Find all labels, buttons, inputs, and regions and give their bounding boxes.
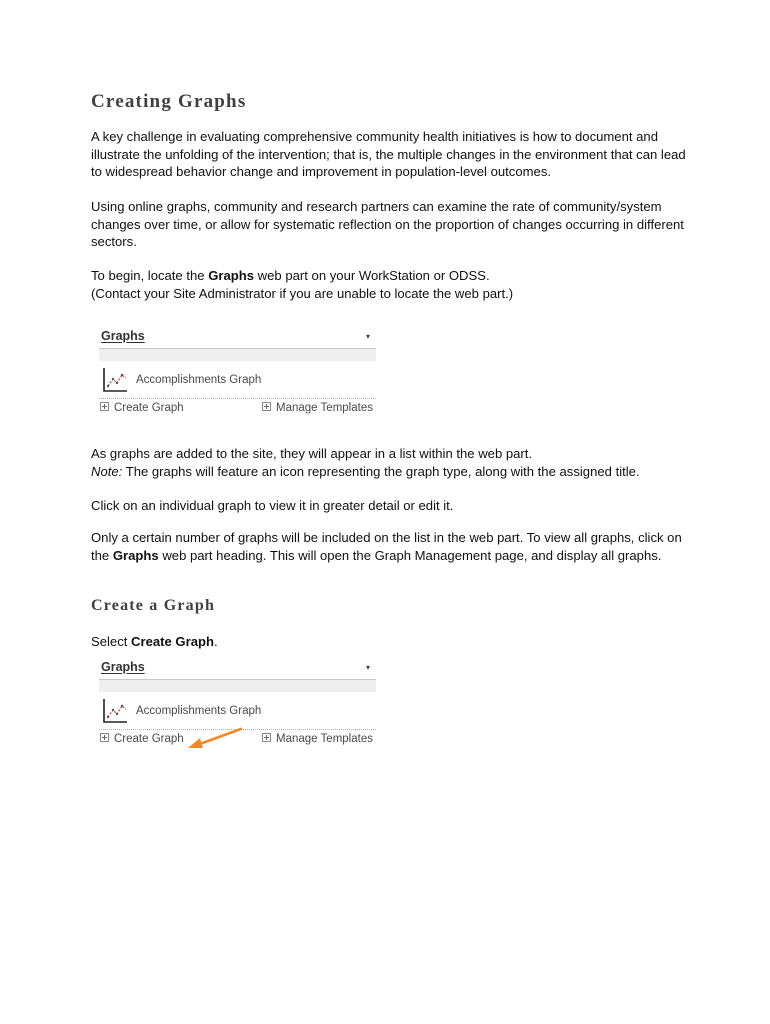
webpart-header-band <box>99 680 376 692</box>
select-paragraph <box>91 633 691 651</box>
begin-text-post: web part on your WorkStation or ODSS. <box>254 268 490 283</box>
orange-arrow-icon <box>185 726 245 752</box>
chevron-down-icon[interactable]: ▾ <box>365 332 370 341</box>
line-graph-icon <box>101 366 129 394</box>
webpart-title-link[interactable]: Graphs <box>101 329 145 343</box>
begin-paragraph <box>91 267 691 302</box>
graph-item-label: Accomplishments Graph <box>136 374 262 386</box>
webpart-header-band <box>99 349 376 361</box>
contact-admin-text: (Contact your Site Administrator if you are unable to locate the web part.) <box>91 285 514 301</box>
section-heading: Create a Graph <box>91 597 216 614</box>
manage-templates-label: Manage Templates <box>276 402 373 414</box>
select-text-pre: Select <box>91 634 132 649</box>
view-all-paragraph <box>91 529 691 564</box>
select-text-bold: Create Graph <box>131 634 214 649</box>
intro-paragraph: A key challenge in evaluating comprehensive community health initiatives is how to document and illustrate the unfolding of the intervention; that is, the multiple changes in the environment that can lead to widespread behavior change and improvement in population-level outcomes. <box>91 129 686 180</box>
note-text: The graphs will feature an icon representing the graph type, along with the assigned title. <box>122 463 640 479</box>
click-paragraph: Click on an individual graph to view it in greater detail or edit it. <box>91 498 454 513</box>
plus-box-icon <box>262 402 271 411</box>
graph-list-item[interactable] <box>101 366 361 394</box>
plus-box-icon <box>262 733 271 742</box>
note-label: Note: <box>91 463 123 479</box>
begin-text-pre: To begin, locate the <box>91 268 209 283</box>
online-graphs-paragraph: Using online graphs, community and research partners can examine the rate of community/system changes over time, or allow for systematic reflection on the proportion of changes occurring in different sectors. <box>91 199 684 250</box>
chevron-down-icon[interactable]: ▾ <box>365 663 370 672</box>
manage-templates-link[interactable] <box>262 402 373 414</box>
plus-box-icon <box>100 733 109 742</box>
create-graph-label: Create Graph <box>114 402 184 414</box>
create-graph-label: Create Graph <box>114 733 184 745</box>
graphs-webpart-example-1 <box>99 329 376 421</box>
begin-text-bold: Graphs <box>208 268 255 283</box>
webpart-title-link[interactable]: Graphs <box>101 660 145 674</box>
create-graph-link[interactable] <box>100 733 184 745</box>
list-paragraph <box>91 445 691 480</box>
create-graph-link[interactable] <box>100 402 184 414</box>
graph-list-item[interactable] <box>101 697 361 725</box>
plus-box-icon <box>100 402 109 411</box>
view-all-text-pre: Only a certain number of graphs will be included on the list in the web part. To view all graphs, click on the <box>91 530 682 563</box>
manage-templates-link[interactable] <box>262 733 373 745</box>
webpart-footer-divider <box>99 398 376 399</box>
page-title: Creating Graphs <box>91 91 247 112</box>
line-graph-icon <box>101 697 129 725</box>
graph-item-label: Accomplishments Graph <box>136 705 262 717</box>
manage-templates-label: Manage Templates <box>276 733 373 745</box>
view-all-text-post: web part heading. This will open the Graph Management page, and display all graphs. <box>158 547 662 563</box>
list-text: As graphs are added to the site, they will appear in a list within the web part. <box>91 446 533 461</box>
select-text-post: . <box>214 634 218 649</box>
view-all-text-bold: Graphs <box>112 547 159 563</box>
